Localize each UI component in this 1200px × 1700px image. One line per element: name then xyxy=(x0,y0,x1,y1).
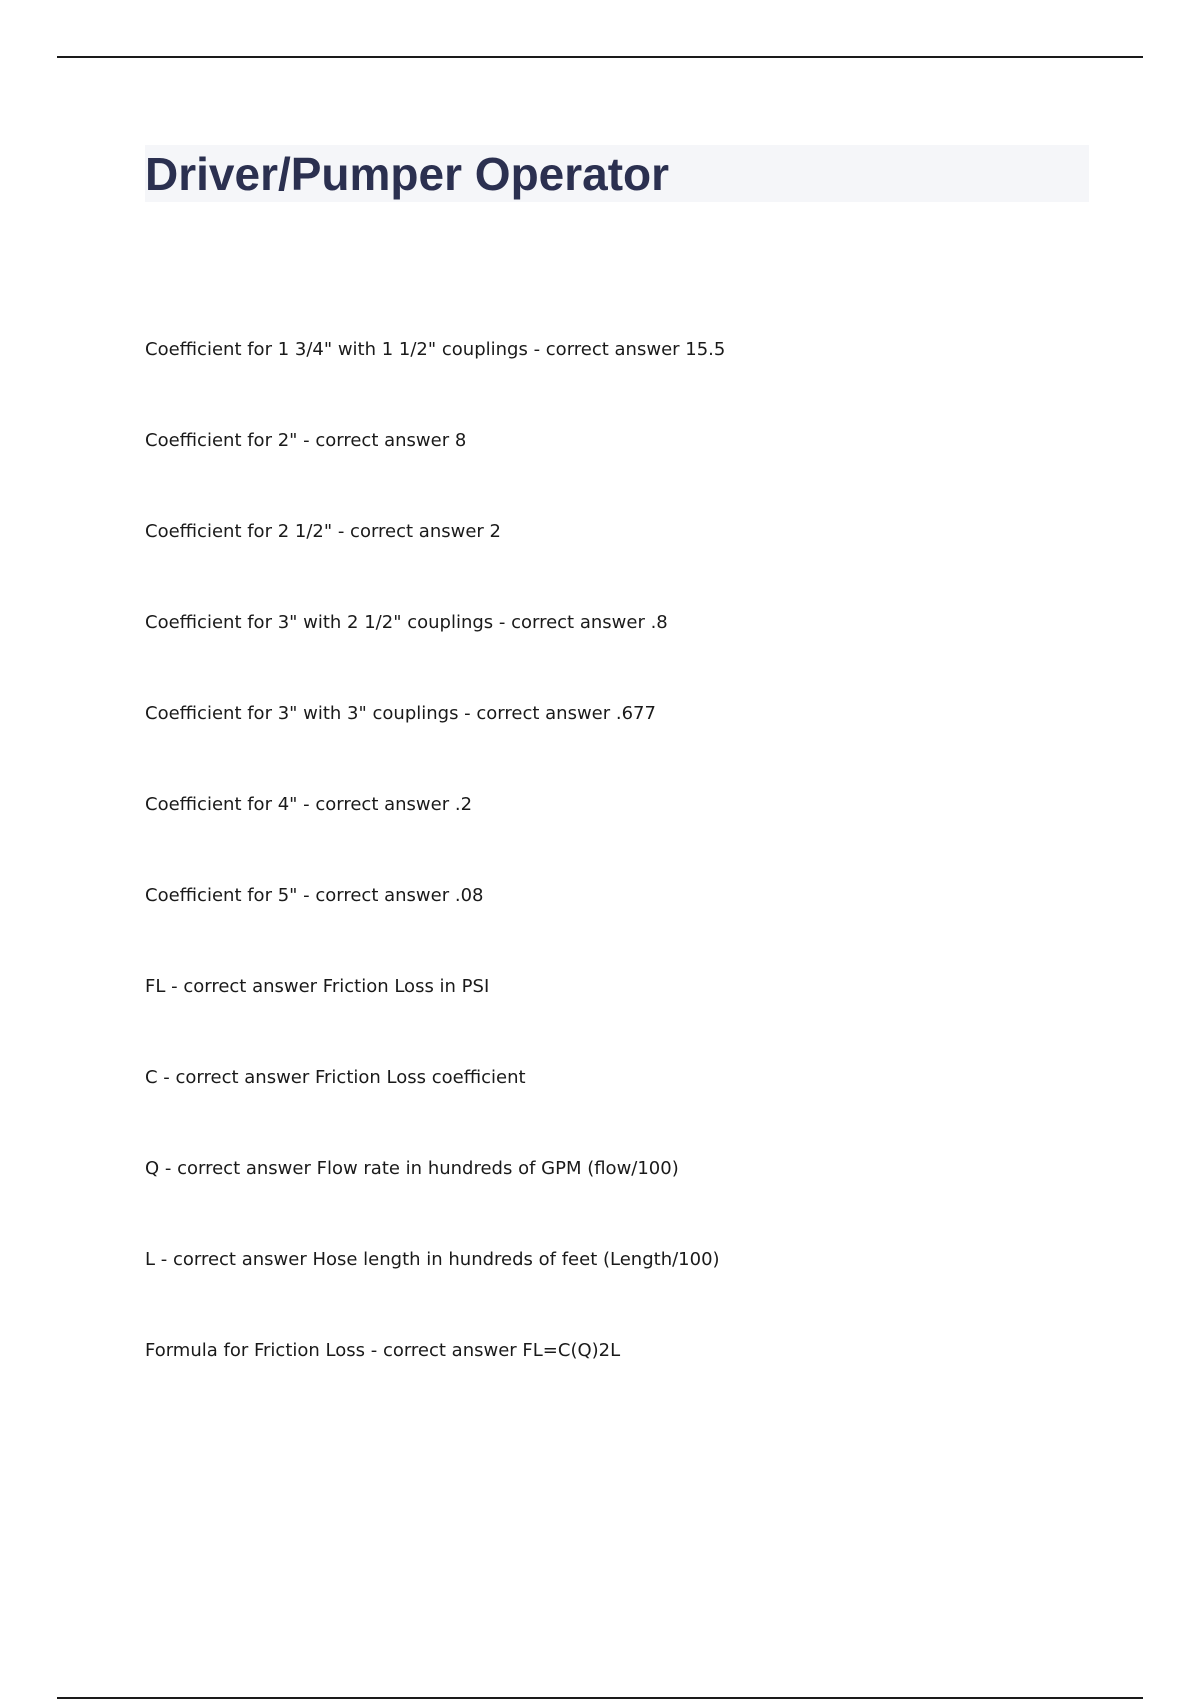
list-item: Coefficient for 3" with 2 1/2" couplings - correct answer .8 xyxy=(145,612,668,633)
list-item: Formula for Friction Loss - correct answer FL=C(Q)2L xyxy=(145,1340,621,1361)
list-item: FL - correct answer Friction Loss in PSI xyxy=(145,976,490,997)
list-item: Coefficient for 1 3/4" with 1 1/2" couplings - correct answer 15.5 xyxy=(145,339,726,360)
list-item: L - correct answer Hose length in hundreds of feet (Length/100) xyxy=(145,1249,720,1270)
list-item: Coefficient for 3" with 3" couplings - correct answer .677 xyxy=(145,703,656,724)
list-item: C - correct answer Friction Loss coefficient xyxy=(145,1067,526,1088)
list-item: Q - correct answer Flow rate in hundreds of GPM (flow/100) xyxy=(145,1158,679,1179)
list-item: Coefficient for 2 1/2" - correct answer 2 xyxy=(145,521,501,542)
top-divider xyxy=(57,56,1143,58)
list-item: Coefficient for 4" - correct answer .2 xyxy=(145,794,473,815)
list-item: Coefficient for 2" - correct answer 8 xyxy=(145,430,467,451)
document-title: Driver/Pumper Operator xyxy=(145,148,670,200)
list-item: Coefficient for 5" - correct answer .08 xyxy=(145,885,484,906)
bottom-divider xyxy=(57,1697,1143,1699)
